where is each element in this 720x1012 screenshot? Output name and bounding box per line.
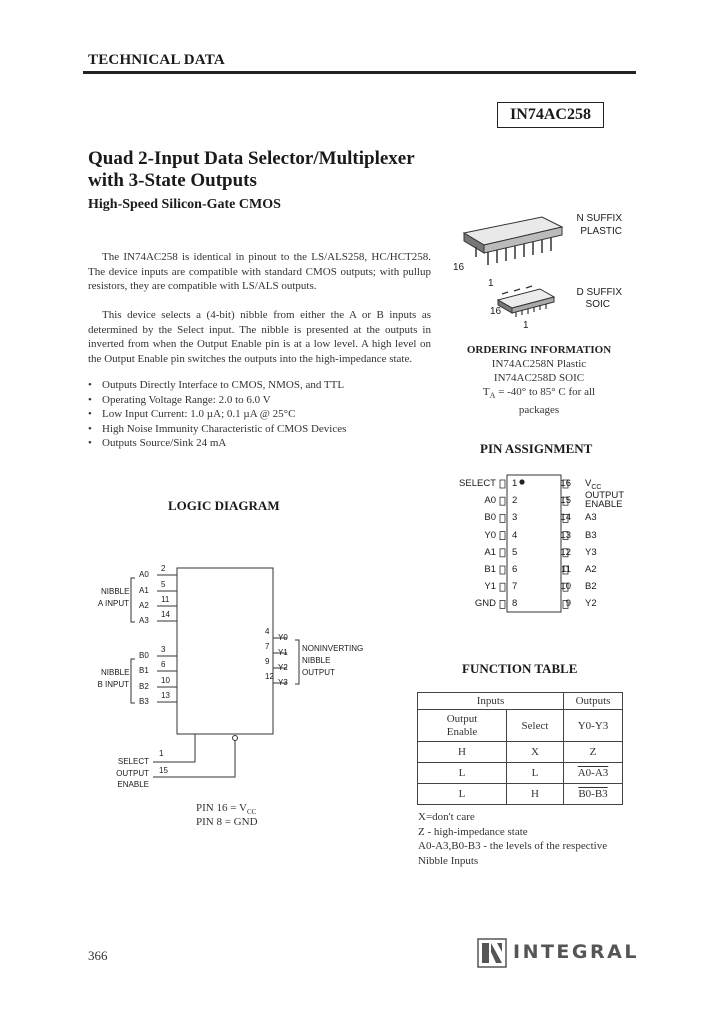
note-line: Nibble Inputs	[418, 854, 479, 867]
output-pin: 7	[265, 642, 270, 651]
group-b-label: B INPUT	[97, 680, 129, 689]
output-group-label: OUTPUT	[302, 668, 335, 677]
input-b-name: B3	[139, 697, 149, 706]
table-cell: X	[507, 742, 564, 763]
table-cell: B0-B3	[564, 784, 623, 805]
select-label: SELECT	[117, 757, 149, 766]
pin16-note	[196, 802, 256, 816]
select-pin: 1	[159, 749, 164, 758]
pin-name-right	[585, 598, 597, 609]
table-row	[418, 784, 623, 805]
function-table	[417, 692, 623, 805]
pin-number-left: 7	[512, 581, 518, 593]
group-a-label: NIBBLE	[101, 587, 130, 596]
input-b-pin: 13	[161, 691, 170, 700]
pin-number-left: 3	[512, 512, 518, 524]
temp-subscript: A	[489, 391, 496, 401]
ordering-info	[450, 343, 628, 417]
pin-name-line-2: ENABLE	[585, 499, 623, 511]
integral-logo-icon	[477, 938, 507, 968]
pin-name-left: Y1	[484, 581, 496, 593]
ordering-line-2: IN74AC258D SOIC	[493, 372, 585, 384]
input-b-name: B0	[139, 651, 149, 660]
output-name: Y3	[278, 678, 288, 687]
output-pin: 4	[265, 627, 270, 636]
section-header: TECHNICAL DATA	[88, 52, 225, 68]
output-pin: 12	[265, 672, 274, 681]
header-rule	[83, 71, 636, 74]
table-row	[418, 742, 623, 763]
soic-pin1-label: 1	[523, 320, 529, 331]
pin-name-left: GND	[474, 598, 496, 610]
feature-bullet	[88, 378, 438, 393]
bullet-icon: •	[88, 408, 92, 421]
pin-name-text: B3	[585, 529, 597, 541]
table-cell: L	[507, 763, 564, 784]
output-pin: 9	[265, 657, 270, 666]
soic-package-image	[498, 286, 554, 317]
pin-number-left: 2	[512, 495, 518, 507]
pin-number-right: 12	[560, 546, 571, 558]
col1-line-1: Output	[446, 712, 478, 725]
note-line: Z - high-impedance state	[418, 825, 528, 838]
input-a-name: A1	[139, 586, 149, 595]
table-row	[418, 763, 623, 784]
feature-bullet	[88, 422, 438, 437]
pin16-note-subscript: CC	[246, 808, 257, 817]
table-cell: L	[418, 763, 507, 784]
title-line-2: with 3-State Outputs	[88, 170, 257, 191]
pin-name-right	[585, 581, 597, 592]
bullet-icon: •	[88, 393, 92, 406]
page-number: 366	[88, 948, 108, 963]
soic-pin16-label: 16	[490, 306, 502, 317]
outputs-header: Outputs	[564, 693, 623, 710]
n-type-label: PLASTIC	[580, 226, 622, 237]
pin-number-left: 6	[512, 564, 518, 575]
feature-text: Low Input Current: 1.0 µA; 0.1 µA @ 25°C	[102, 408, 296, 421]
pin-name-text: Y2	[585, 598, 597, 610]
pin-name-text: A2	[585, 564, 597, 575]
ordering-title: ORDERING INFORMATION	[466, 344, 612, 356]
dip-package-image	[464, 217, 562, 265]
d-suffix-label: D SUFFIX	[576, 287, 622, 298]
pin-name-left: SELECT	[459, 478, 496, 489]
feature-bullet	[88, 407, 438, 422]
output-group-label: NONINVERTING	[302, 644, 364, 653]
col-select: Select	[507, 710, 564, 742]
pin-name-left: Y0	[484, 529, 496, 541]
logic-labels	[95, 556, 365, 796]
package-drawings	[450, 205, 630, 335]
pin-number-right: 13	[560, 529, 571, 541]
feature-bullet	[88, 393, 438, 408]
dip-pin1-label: 1	[488, 278, 494, 289]
pin-name-text: A3	[585, 512, 597, 524]
input-b-pin: 6	[161, 660, 166, 669]
input-a-pin: 5	[161, 580, 166, 589]
function-table-notes	[418, 810, 607, 868]
table-cell: H	[418, 742, 507, 763]
col-outputs: Y0-Y3	[564, 710, 623, 742]
pin-number-right: 9	[565, 598, 571, 610]
col-output-enable	[418, 710, 507, 742]
function-table-title: FUNCTION TABLE	[462, 661, 578, 676]
feature-list	[88, 378, 438, 451]
pin-name-right	[585, 564, 597, 575]
pin-name-right	[585, 530, 597, 541]
pin-number-right: 10	[560, 581, 571, 593]
ordering-temp-line-2: packages	[518, 404, 560, 417]
input-b-name: B1	[139, 666, 149, 675]
inputs-header: Inputs	[418, 693, 564, 710]
pin-name-text: V	[585, 478, 592, 489]
page-subtitle: High-Speed Silicon-Gate CMOS	[88, 197, 281, 212]
enable-pin: 15	[159, 766, 168, 775]
input-a-name: A3	[139, 616, 149, 625]
pin-name-left: B1	[484, 564, 496, 575]
note-line: A0-A3,B0-B3 - the levels of the respective	[418, 840, 608, 852]
pin8-note: PIN 8 = GND	[196, 816, 258, 828]
pin-name-right	[585, 512, 597, 523]
pin-number-right: 11	[561, 564, 571, 575]
pin-name-text: OUTPUT	[585, 490, 625, 502]
pin-labels	[440, 465, 640, 615]
pin-number-left: 8	[512, 598, 518, 610]
pin-number-left: 4	[512, 529, 518, 541]
brand-name: INTEGRAL	[513, 941, 639, 963]
pin-name-left: A0	[484, 495, 496, 507]
group-a-label: A INPUT	[97, 599, 129, 608]
dip-pin16-label: 16	[453, 262, 465, 273]
n-suffix-label: N SUFFIX	[576, 213, 622, 224]
pin-name-left: A1	[484, 546, 496, 558]
pin-name-right	[585, 478, 601, 491]
pin-assignment-title: PIN ASSIGNMENT	[480, 441, 593, 456]
input-b-name: B2	[139, 682, 149, 691]
logic-diagram-title: LOGIC DIAGRAM	[168, 498, 280, 513]
bullet-icon: •	[88, 379, 92, 391]
output-group-label: NIBBLE	[302, 656, 331, 665]
col1-line-2: Enable	[446, 725, 478, 738]
table-cell: Z	[564, 742, 623, 763]
description-paragraph-1: The IN74AC258 is identical in pinout to the LS/ALS258, HC/HCT258. The device inputs are compatible with standard CMOS outputs; with pullup resistors, they are compatible with LS/ALS outputs.	[88, 251, 431, 293]
pin-name-left: B0	[484, 512, 496, 524]
part-number-box: IN74AC258	[497, 102, 604, 128]
temp-text: = -40° to 85° C for all	[495, 386, 596, 398]
feature-text: Outputs Directly Interface to CMOS, NMOS, and TTL	[102, 379, 345, 391]
pin-number-left: 1	[512, 478, 518, 489]
pin-number-right: 15	[560, 495, 571, 507]
ordering-temp-range	[450, 385, 628, 403]
feature-text: Outputs Source/Sink 24 mA	[102, 437, 227, 450]
input-a-pin: 2	[161, 564, 166, 573]
group-b-label: NIBBLE	[101, 668, 130, 677]
input-a-name: A0	[139, 570, 149, 579]
table-cell: H	[507, 784, 564, 805]
pin-number-right: 14	[560, 512, 571, 524]
d-type-label: SOIC	[585, 299, 610, 310]
table-cell: A0-A3	[564, 763, 623, 784]
feature-text: High Noise Immunity Characteristic of CMOS Devices	[102, 422, 347, 435]
input-a-name: A2	[139, 601, 149, 610]
bullet-icon: •	[88, 422, 92, 435]
feature-text: Operating Voltage Range: 2.0 to 6.0 V	[102, 393, 271, 406]
input-b-pin: 10	[161, 676, 170, 685]
temp-symbol: T	[482, 386, 490, 398]
pin-number-left: 5	[512, 546, 518, 558]
pin-number-right: 16	[560, 478, 571, 489]
pin-name-subscript: CC	[591, 483, 602, 491]
feature-bullet	[88, 436, 438, 451]
input-a-pin: 11	[161, 595, 170, 604]
enable-label: OUTPUT	[116, 769, 149, 778]
output-name: Y1	[278, 648, 288, 657]
table-cell: L	[418, 784, 507, 805]
enable-label: ENABLE	[117, 780, 149, 789]
note-line: X=don't care	[418, 811, 475, 823]
pin-name-text: B2	[585, 581, 597, 593]
output-name: Y2	[278, 663, 288, 672]
pin-name-text: Y3	[585, 546, 597, 558]
title-line-1: Quad 2-Input Data Selector/Multiplexer	[88, 148, 415, 169]
page-title	[88, 148, 415, 192]
input-b-pin: 3	[161, 645, 166, 654]
ordering-line-1: IN74AC258N Plastic	[491, 358, 587, 370]
bullet-icon: •	[88, 437, 92, 450]
output-name: Y0	[278, 633, 288, 642]
pin-name-right	[585, 491, 624, 509]
description-paragraph-2: This device selects a (4-bit) nibble from either the A or B inputs as determined by the Select input. The nibble is presented at the outputs in inverted from when the Output Enable pin is at a low level. A high level on the Output Enable pin switches the outputs into the high-impedance state.	[88, 309, 431, 365]
pin16-note-text: PIN 16 = V	[196, 802, 247, 814]
input-a-pin: 14	[161, 610, 170, 619]
pin-name-right	[585, 547, 597, 558]
